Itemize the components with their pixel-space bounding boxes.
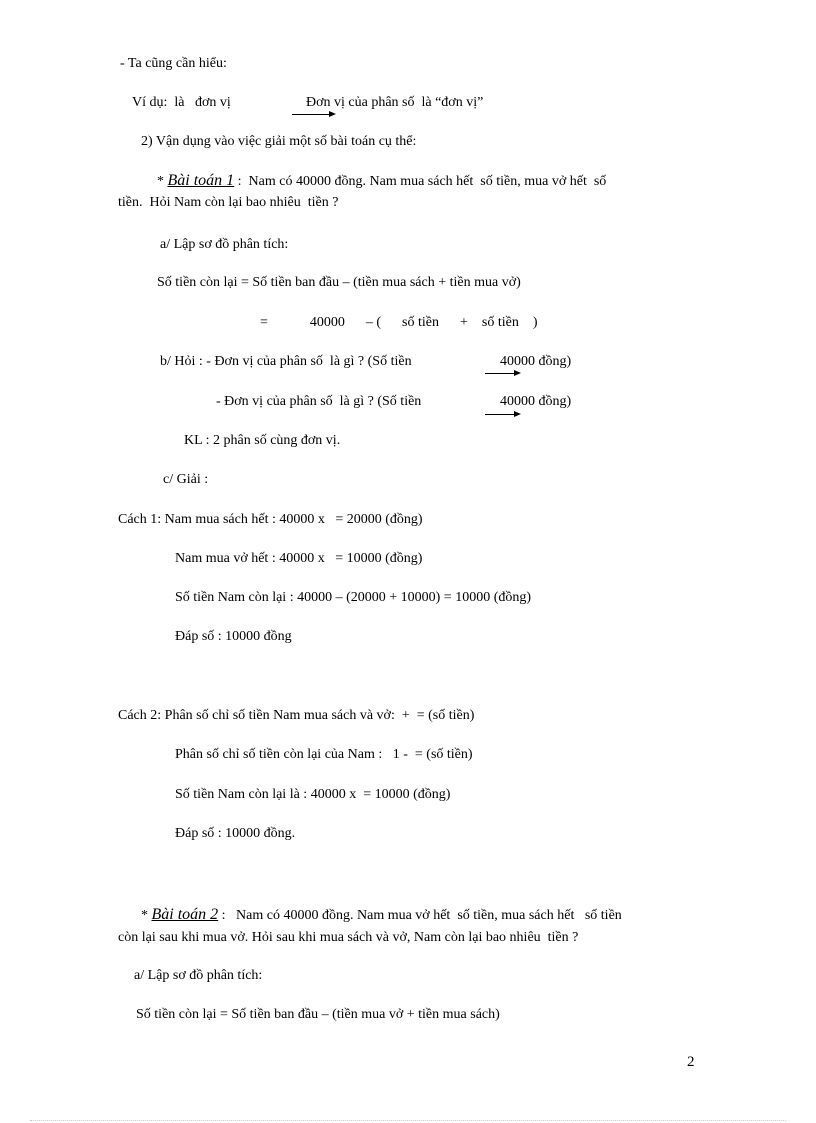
formula-line-2: Số tiền còn lại = Số tiền ban đầu – (tiền mua vở + tiền mua sách) <box>136 1007 500 1022</box>
diagram-heading-2: a/ Lập sơ đồ phân tích: <box>134 968 263 983</box>
question-1: b/ Hỏi : - Đơn vị của phân số là gì ? (Số tiền <box>160 354 412 369</box>
method-2-step-2: Phân số chỉ số tiền còn lại của Nam : 1 - = (số tiền) <box>175 747 473 762</box>
formula-line: Số tiền còn lại = Số tiền ban đầu – (tiền mua sách + tiền mua vở) <box>157 275 521 290</box>
solution-heading: c/ Giải : <box>163 472 209 487</box>
method-1-step-3: Số tiền Nam còn lại : 40000 – (20000 + 10000) = 10000 (đồng) <box>175 590 532 605</box>
formula-values: = 40000 – ( số tiền + số tiền ) <box>260 315 538 330</box>
method-1-answer: Đáp số : 10000 đồng <box>175 629 292 644</box>
question-1-value: 40000 đồng) <box>500 354 572 369</box>
problem-2-text: còn lại sau khi mua vở. Hỏi sau khi mua sách và vở, Nam còn lại bao nhiêu tiền ? <box>118 930 579 945</box>
page-divider <box>30 1120 786 1121</box>
line-example: Ví dụ: là đơn vị <box>132 95 231 110</box>
method-1-step-2: Nam mua vở hết : 40000 x = 10000 (đồng) <box>175 551 423 566</box>
problem-1-text: tiền. Hỏi Nam còn lại bao nhiêu tiền ? <box>118 195 339 210</box>
question-2: - Đơn vị của phân số là gì ? (Số tiền <box>216 394 422 409</box>
method-2-step-1: Cách 2: Phân số chỉ số tiền Nam mua sách và vở: + = (số tiền) <box>118 708 475 723</box>
arrow-icon <box>292 114 334 115</box>
line-example-unit: Đơn vị của phân số là “đơn vị” <box>306 95 484 110</box>
problem-2-title: Bài toán 2 <box>151 906 219 923</box>
arrow-icon <box>485 414 519 415</box>
problem-2-heading: * Bài toán 2 : Nam có 40000 đồng. Nam mua vở hết số tiền, mua sách hết số tiền <box>141 906 622 923</box>
method-2-step-3: Số tiền Nam còn lại là : 40000 x = 10000 (đồng) <box>175 787 451 802</box>
method-2-answer: Đáp số : 10000 đồng. <box>175 826 296 841</box>
diagram-heading: a/ Lập sơ đồ phân tích: <box>160 237 289 252</box>
question-2-value: 40000 đồng) <box>500 394 572 409</box>
problem-1-title: Bài toán 1 <box>167 172 235 189</box>
page-number: 2 <box>687 1054 695 1070</box>
arrow-icon <box>485 373 519 374</box>
problem-1-heading: * Bài toán 1 : Nam có 40000 đồng. Nam mua sách hết số tiền, mua vở hết số <box>157 172 607 189</box>
line-understand: - Ta cũng cần hiểu: <box>120 56 227 71</box>
section-heading: 2) Vận dụng vào việc giải một số bài toán cụ thể: <box>141 134 417 149</box>
method-1-step-1: Cách 1: Nam mua sách hết : 40000 x = 20000 (đồng) <box>118 512 423 527</box>
conclusion: KL : 2 phân số cùng đơn vị. <box>184 433 341 448</box>
